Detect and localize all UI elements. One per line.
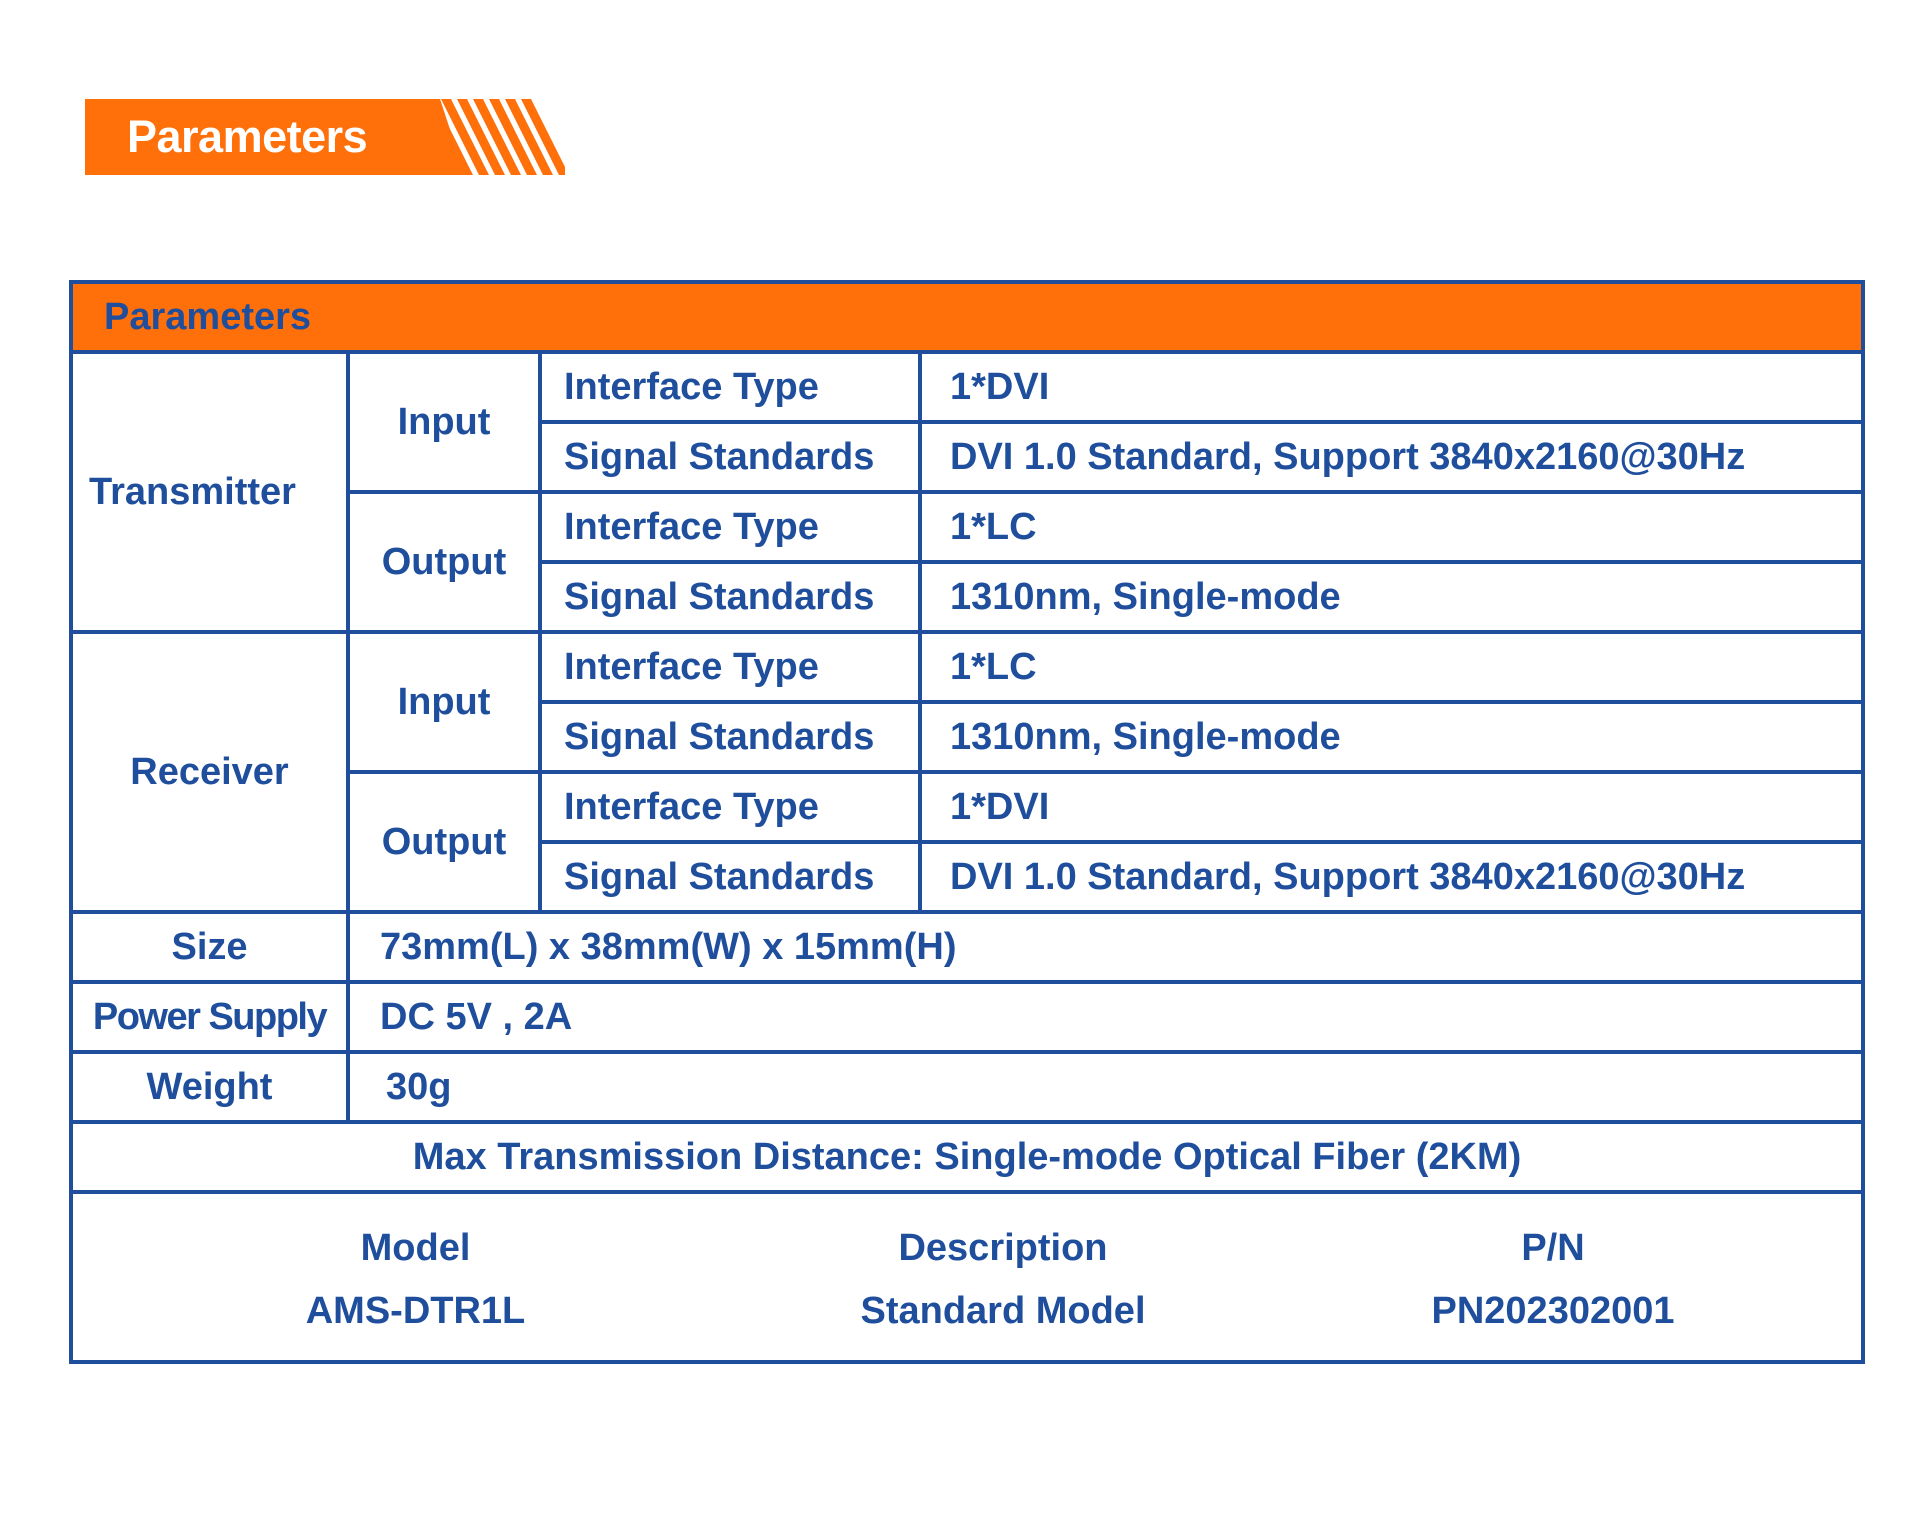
table-row	[71, 1052, 1863, 1122]
pn-value: PN202302001	[1431, 1290, 1675, 1332]
parameters-banner	[85, 99, 565, 175]
model-header: Model	[360, 1227, 471, 1269]
table-row	[71, 912, 1863, 982]
table-row	[71, 982, 1863, 1052]
signal-standards-label: Signal Standards	[540, 422, 920, 492]
signal-standards-value: DVI 1.0 Standard, Support 3840x2160@30Hz	[920, 842, 1863, 912]
interface-type-label: Interface Type	[540, 772, 920, 842]
signal-standards-value: 1310nm, Single-mode	[920, 702, 1863, 772]
banner-title: Parameters	[127, 111, 368, 162]
interface-type-label: Interface Type	[540, 632, 920, 702]
power-supply-label: Power Supply	[71, 982, 348, 1052]
table-row	[71, 632, 1863, 702]
size-value: 73mm(L) x 38mm(W) x 15mm(H)	[348, 912, 1863, 982]
interface-type-value: 1*DVI	[920, 772, 1863, 842]
parameters-table	[69, 280, 1865, 1364]
table-row	[71, 1122, 1863, 1192]
max-distance-note: Max Transmission Distance: Single-mode Optical Fiber (2KM)	[71, 1122, 1863, 1192]
transmitter-output-label: Output	[348, 492, 540, 632]
signal-standards-value: DVI 1.0 Standard, Support 3840x2160@30Hz	[920, 422, 1863, 492]
size-label: Size	[71, 912, 348, 982]
signal-standards-value: 1310nm, Single-mode	[920, 562, 1863, 632]
weight-label: Weight	[71, 1052, 348, 1122]
model-row	[71, 1192, 1863, 1362]
signal-standards-label: Signal Standards	[540, 562, 920, 632]
description-value: Standard Model	[860, 1290, 1146, 1332]
table-header: Parameters	[71, 282, 1863, 352]
signal-standards-label: Signal Standards	[540, 702, 920, 772]
description-header: Description	[898, 1227, 1108, 1269]
interface-type-value: 1*LC	[920, 632, 1863, 702]
signal-standards-label: Signal Standards	[540, 842, 920, 912]
transmitter-label: Transmitter	[71, 352, 348, 632]
receiver-input-label: Input	[348, 632, 540, 772]
power-supply-value: DC 5V , 2A	[348, 982, 1863, 1052]
weight-value: 30g	[348, 1052, 1863, 1122]
interface-type-label: Interface Type	[540, 352, 920, 422]
transmitter-input-label: Input	[348, 352, 540, 492]
table-row	[71, 352, 1863, 422]
interface-type-value: 1*DVI	[920, 352, 1863, 422]
receiver-label: Receiver	[71, 632, 348, 912]
interface-type-label: Interface Type	[540, 492, 920, 562]
pn-header: P/N	[1521, 1227, 1585, 1269]
model-block	[71, 1192, 1863, 1362]
table-header-row	[71, 282, 1863, 352]
receiver-output-label: Output	[348, 772, 540, 912]
model-value: AMS-DTR1L	[305, 1290, 526, 1332]
interface-type-value: 1*LC	[920, 492, 1863, 562]
